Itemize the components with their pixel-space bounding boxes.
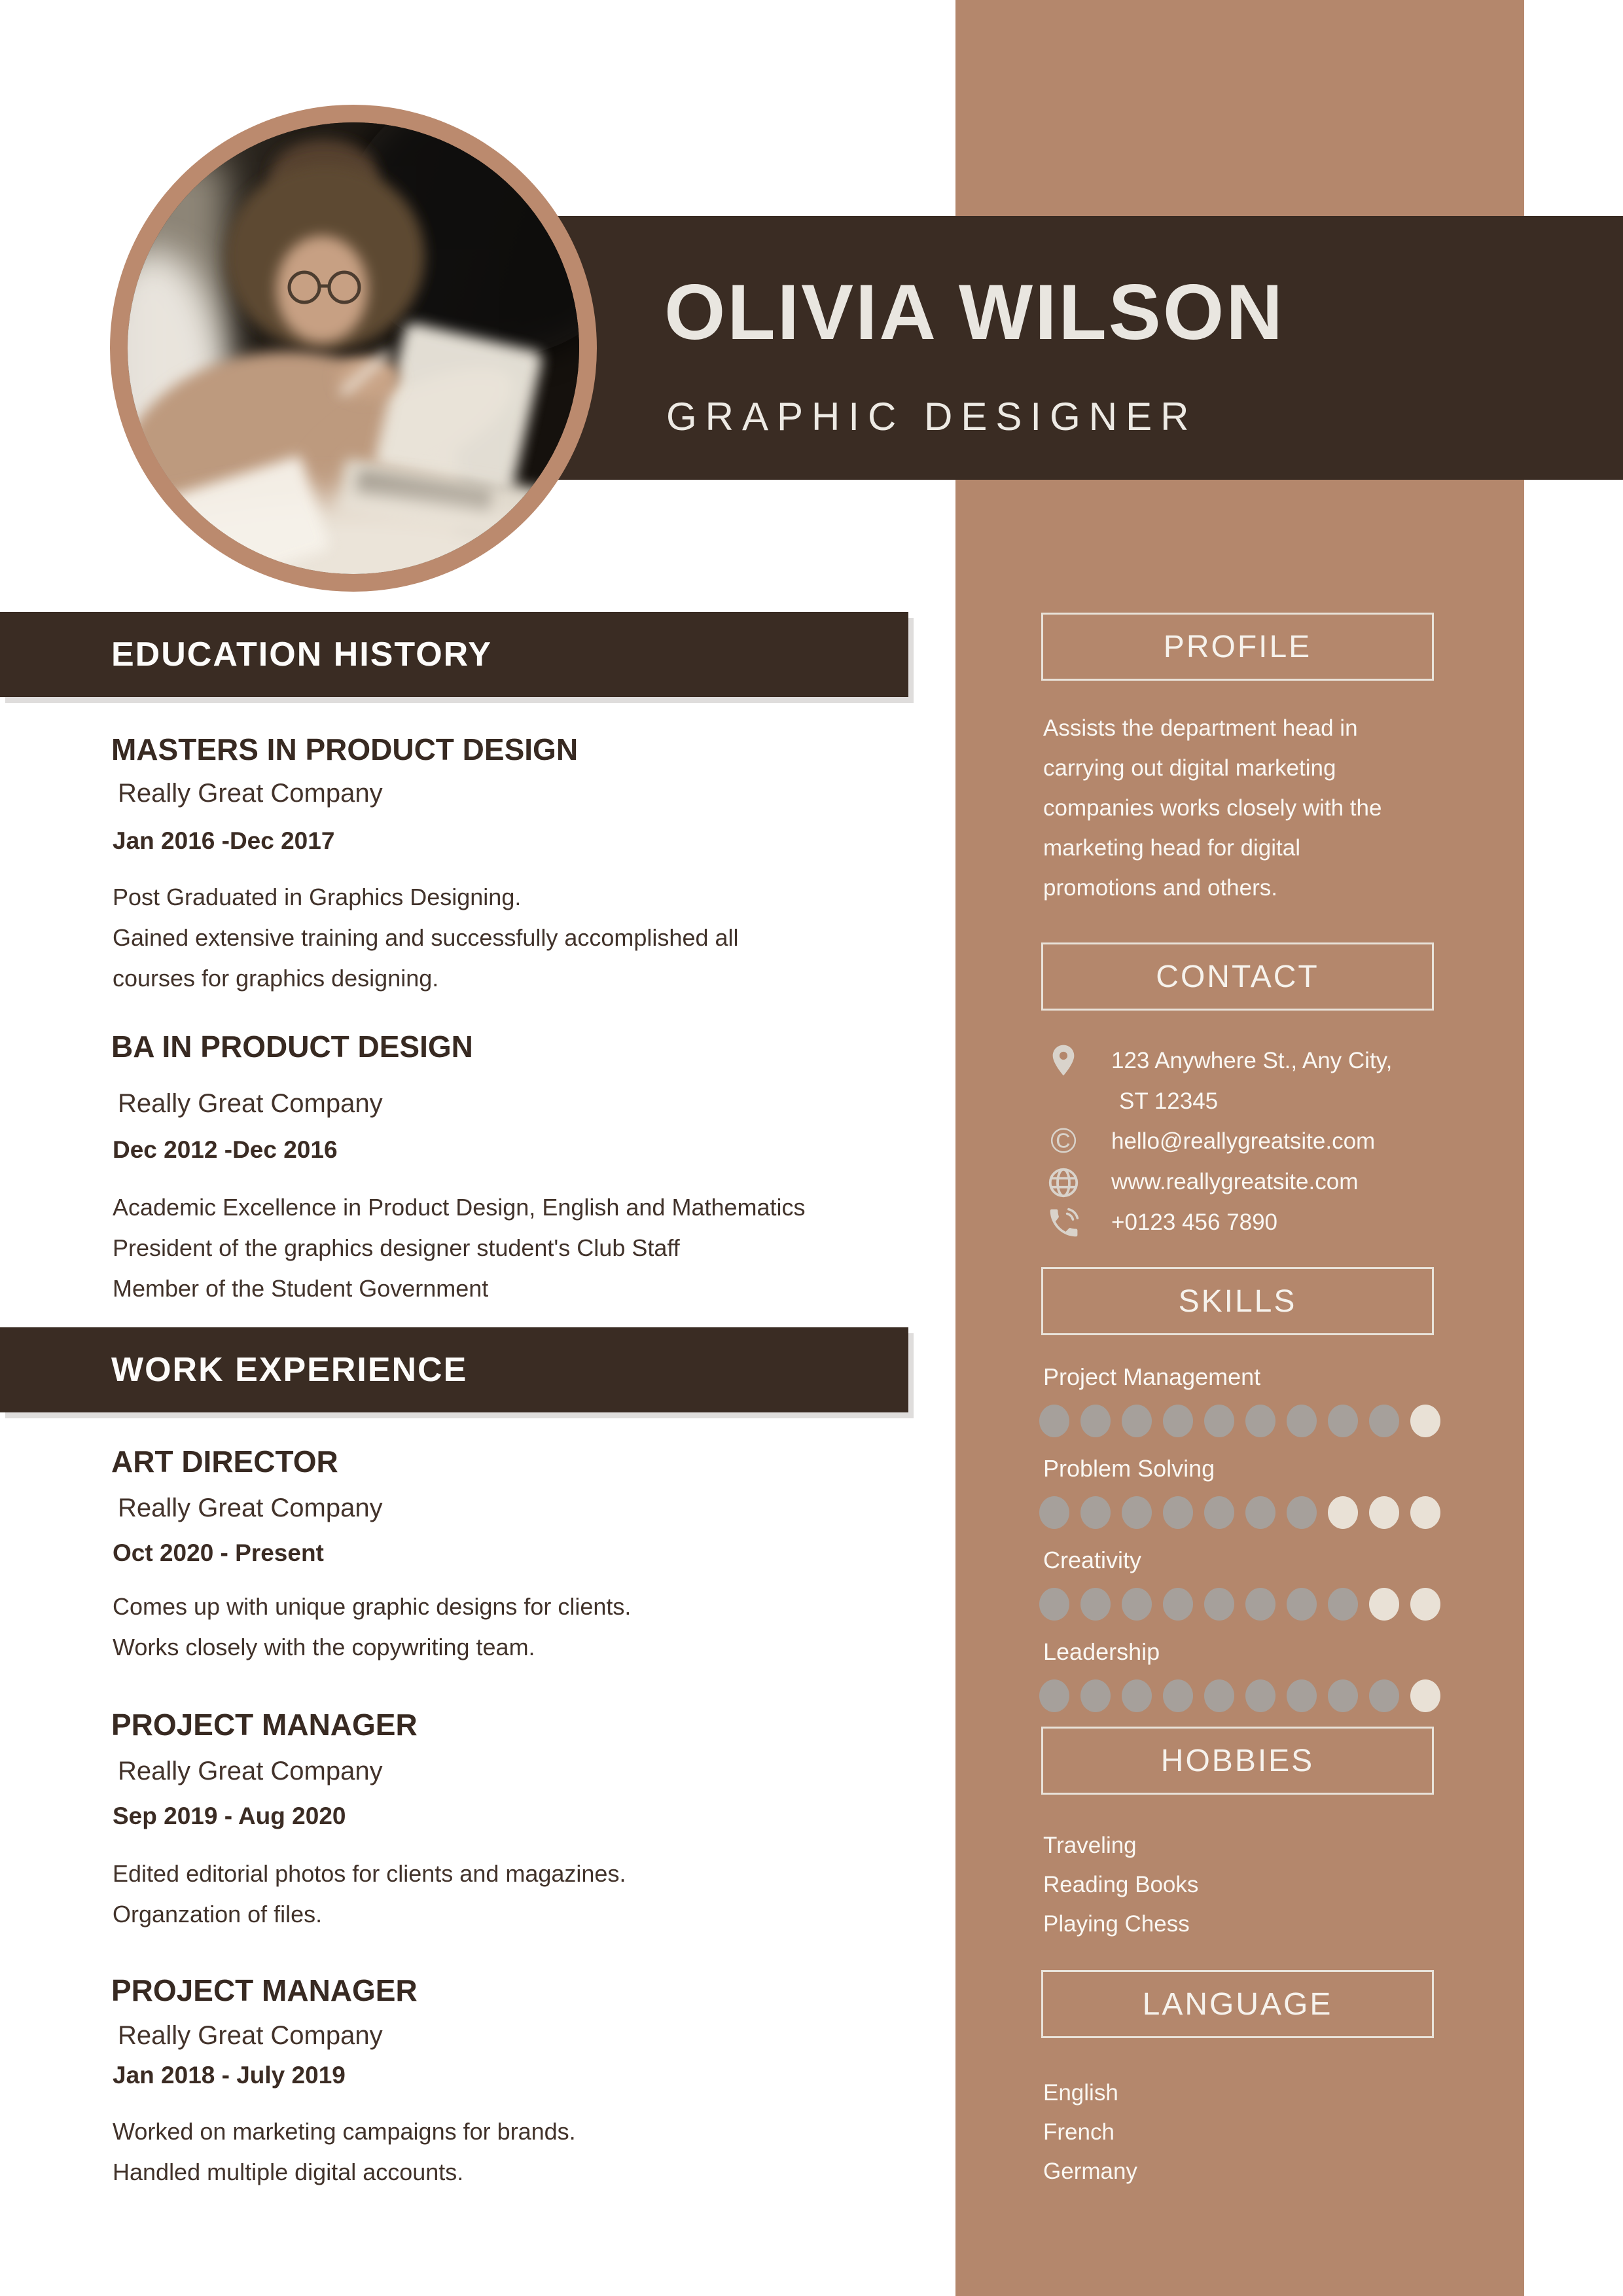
skill-dot bbox=[1163, 1405, 1193, 1437]
description-line: Handled multiple digital accounts. bbox=[113, 2159, 464, 2185]
contact-section-title: CONTACT bbox=[1156, 959, 1319, 994]
skill-dot bbox=[1122, 1496, 1152, 1529]
work-dates: Jan 2018 - July 2019 bbox=[113, 2062, 346, 2089]
skill-dot bbox=[1245, 1405, 1275, 1437]
skill-dot bbox=[1410, 1496, 1440, 1529]
skills-section-title: SKILLS bbox=[1178, 1283, 1297, 1319]
skill-dot bbox=[1039, 1588, 1069, 1621]
skill-dot bbox=[1163, 1496, 1193, 1529]
skill-rating bbox=[1039, 1496, 1445, 1529]
education-dates: Dec 2012 -Dec 2016 bbox=[113, 1136, 338, 1163]
skill-name: Project Management bbox=[1043, 1363, 1261, 1390]
skill-dot bbox=[1369, 1679, 1399, 1712]
hobbies-section-title: HOBBIES bbox=[1160, 1743, 1315, 1778]
copyright-email-icon: © bbox=[1050, 1121, 1077, 1160]
page-title: OLIVIA WILSON bbox=[664, 268, 1285, 356]
profile-line: carrying out digital marketing bbox=[1043, 755, 1336, 781]
description-line: Member of the Student Government bbox=[113, 1275, 489, 1302]
employer: Really Great Company bbox=[118, 2021, 383, 2050]
hobby-item: Traveling bbox=[1043, 1833, 1137, 1858]
skill-dot bbox=[1245, 1496, 1275, 1529]
description-line: Works closely with the copywriting team. bbox=[113, 1634, 535, 1660]
degree-title: MASTERS IN PRODUCT DESIGN bbox=[111, 732, 579, 766]
skill-dot bbox=[1410, 1679, 1440, 1712]
employer: Really Great Company bbox=[118, 1757, 383, 1785]
description-line: President of the graphics designer student's Club Staff bbox=[113, 1234, 680, 1261]
hobbies-section-header bbox=[1041, 1727, 1434, 1795]
school-name: Really Great Company bbox=[118, 779, 383, 808]
description-line: Edited editorial photos for clients and magazines. bbox=[113, 1860, 626, 1887]
contact-section-header bbox=[1041, 942, 1434, 1011]
profile-line: companies works closely with the bbox=[1043, 795, 1382, 821]
address-line: 123 Anywhere St., Any City, bbox=[1111, 1048, 1393, 1073]
skill-name: Creativity bbox=[1043, 1547, 1142, 1573]
education-description bbox=[113, 1187, 806, 1309]
job-role: ART DIRECTOR bbox=[111, 1444, 338, 1479]
skill-dot bbox=[1204, 1405, 1234, 1437]
profile-photo-illustration bbox=[128, 122, 579, 574]
work-section-header bbox=[0, 1327, 908, 1412]
skill-dot bbox=[1204, 1588, 1234, 1621]
education-dates: Jan 2016 -Dec 2017 bbox=[113, 827, 335, 854]
skill-dot bbox=[1122, 1679, 1152, 1712]
description-line: Post Graduated in Graphics Designing. bbox=[113, 884, 522, 910]
description-line: Worked on marketing campaigns for brands. bbox=[113, 2118, 576, 2145]
location-pin-icon bbox=[1044, 1039, 1082, 1081]
contact-phone: +0123 456 7890 bbox=[1111, 1210, 1278, 1235]
contact-email: hello@reallygreatsite.com bbox=[1111, 1128, 1376, 1154]
education-section-title: EDUCATION HISTORY bbox=[111, 636, 492, 673]
skill-dot bbox=[1163, 1679, 1193, 1712]
skill-dot bbox=[1369, 1405, 1399, 1437]
skill-dot bbox=[1287, 1496, 1317, 1529]
education-section-header bbox=[0, 612, 908, 697]
skill-dot bbox=[1080, 1679, 1111, 1712]
skill-rating bbox=[1039, 1588, 1445, 1621]
skill-rating bbox=[1039, 1679, 1445, 1712]
language-item: English bbox=[1043, 2080, 1118, 2106]
work-section-title: WORK EXPERIENCE bbox=[111, 1351, 468, 1389]
skill-dot bbox=[1328, 1405, 1358, 1437]
work-dates: Sep 2019 - Aug 2020 bbox=[113, 1803, 346, 1829]
hobby-item: Reading Books bbox=[1043, 1872, 1199, 1897]
language-item: Germany bbox=[1043, 2159, 1137, 2184]
skills-section-header bbox=[1041, 1267, 1434, 1335]
skill-dot bbox=[1328, 1588, 1358, 1621]
skill-dot bbox=[1039, 1496, 1069, 1529]
address-line: ST 12345 bbox=[1119, 1088, 1219, 1114]
skill-dot bbox=[1287, 1588, 1317, 1621]
header-band bbox=[458, 216, 1623, 480]
skill-dot bbox=[1328, 1679, 1358, 1712]
description-line: Gained extensive training and successfully accomplished all bbox=[113, 924, 739, 951]
language-section-header bbox=[1041, 1970, 1434, 2038]
skill-name: Problem Solving bbox=[1043, 1455, 1215, 1482]
education-description bbox=[113, 877, 739, 999]
job-role: PROJECT MANAGER bbox=[111, 1708, 418, 1742]
skill-dot bbox=[1039, 1679, 1069, 1712]
skill-dot bbox=[1287, 1679, 1317, 1712]
skill-dot bbox=[1039, 1405, 1069, 1437]
profile-section-header bbox=[1041, 613, 1434, 681]
skill-dot bbox=[1080, 1588, 1111, 1621]
skill-dot bbox=[1245, 1588, 1275, 1621]
skill-dot bbox=[1369, 1496, 1399, 1529]
hobbies-list bbox=[1043, 1826, 1198, 1944]
degree-title: BA IN PRODUCT DESIGN bbox=[111, 1030, 473, 1064]
work-description bbox=[113, 2111, 576, 2193]
profile-photo-ring bbox=[110, 105, 597, 592]
hobby-item: Playing Chess bbox=[1043, 1911, 1190, 1937]
skill-dot bbox=[1163, 1588, 1193, 1621]
skill-dot bbox=[1204, 1679, 1234, 1712]
contact-address bbox=[1111, 1041, 1392, 1122]
work-description bbox=[113, 1854, 626, 1935]
job-role: PROJECT MANAGER bbox=[111, 1973, 418, 2007]
phone-icon bbox=[1044, 1206, 1082, 1241]
profile-line: promotions and others. bbox=[1043, 875, 1277, 901]
profile-line: Assists the department head in bbox=[1043, 715, 1358, 741]
skill-dot bbox=[1328, 1496, 1358, 1529]
description-line: Academic Excellence in Product Design, English and Mathematics bbox=[113, 1194, 806, 1221]
language-item: French bbox=[1043, 2119, 1115, 2145]
skill-dot bbox=[1122, 1588, 1152, 1621]
skill-dot bbox=[1245, 1679, 1275, 1712]
contact-website: www.reallygreatsite.com bbox=[1111, 1169, 1359, 1194]
school-name: Really Great Company bbox=[118, 1089, 383, 1118]
skill-dot bbox=[1287, 1405, 1317, 1437]
profile-line: marketing head for digital bbox=[1043, 835, 1300, 861]
skill-dot bbox=[1204, 1496, 1234, 1529]
skill-dot bbox=[1410, 1405, 1440, 1437]
skill-dot bbox=[1080, 1405, 1111, 1437]
employer: Really Great Company bbox=[118, 1494, 383, 1522]
skill-name: Leadership bbox=[1043, 1638, 1160, 1665]
description-line: Organzation of files. bbox=[113, 1901, 323, 1928]
language-list bbox=[1043, 2073, 1137, 2191]
globe-icon bbox=[1044, 1165, 1082, 1200]
work-description bbox=[113, 1587, 631, 1668]
job-title: GRAPHIC DESIGNER bbox=[666, 395, 1198, 439]
profile-section-title: PROFILE bbox=[1163, 629, 1312, 664]
description-line: Comes up with unique graphic designs for clients. bbox=[113, 1593, 632, 1620]
language-section-title: LANGUAGE bbox=[1142, 1986, 1333, 2022]
profile-photo bbox=[128, 122, 579, 574]
skill-dot bbox=[1410, 1588, 1440, 1621]
profile-summary bbox=[1043, 708, 1382, 908]
skill-dot bbox=[1080, 1496, 1111, 1529]
description-line: courses for graphics designing. bbox=[113, 965, 439, 992]
skill-dot bbox=[1369, 1588, 1399, 1621]
work-dates: Oct 2020 - Present bbox=[113, 1539, 324, 1566]
skill-dot bbox=[1122, 1405, 1152, 1437]
skill-rating bbox=[1039, 1405, 1445, 1437]
